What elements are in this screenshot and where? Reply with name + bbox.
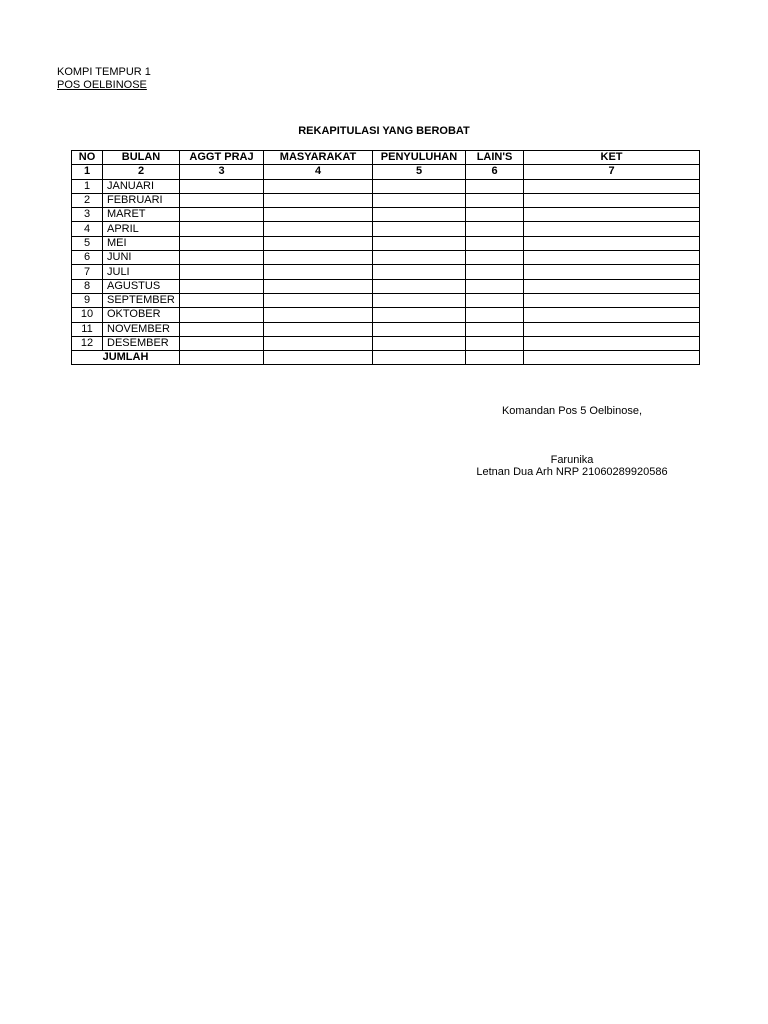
- table-cell: [466, 208, 524, 222]
- table-cell: [524, 251, 700, 265]
- table-cell: [373, 308, 466, 322]
- table-cell: [524, 208, 700, 222]
- column-number: 4: [264, 165, 373, 179]
- row-month: JULI: [103, 265, 180, 279]
- table-cell: [264, 251, 373, 265]
- table-row: [72, 222, 700, 236]
- table-cell: [524, 193, 700, 207]
- signature-title: Komandan Pos 5 Oelbinose,: [501, 405, 643, 417]
- table-cell: [264, 351, 373, 365]
- column-header-month: BULAN: [103, 151, 180, 165]
- document-header: [57, 66, 151, 92]
- table-cell: [264, 193, 373, 207]
- row-number: 6: [72, 251, 103, 265]
- table-cell: [373, 222, 466, 236]
- table-cell: [264, 279, 373, 293]
- column-header-notes: KET: [524, 151, 700, 165]
- table-cell: [264, 308, 373, 322]
- table-cell: [373, 322, 466, 336]
- row-month: JUNI: [103, 251, 180, 265]
- column-header-others: LAIN'S: [466, 151, 524, 165]
- row-month: JANUARI: [103, 179, 180, 193]
- table-cell: [466, 179, 524, 193]
- table-cell: [373, 279, 466, 293]
- table-cell: [524, 293, 700, 307]
- row-month: MARET: [103, 208, 180, 222]
- table-cell: [264, 293, 373, 307]
- table-cell: [466, 351, 524, 365]
- row-month: OKTOBER: [103, 308, 180, 322]
- table-cell: [264, 208, 373, 222]
- column-number: 3: [180, 165, 264, 179]
- column-header-community: MASYARAKAT: [264, 151, 373, 165]
- table-cell: [180, 308, 264, 322]
- row-month: MEI: [103, 236, 180, 250]
- row-number: 10: [72, 308, 103, 322]
- table-cell: [180, 193, 264, 207]
- row-number: 9: [72, 293, 103, 307]
- table-cell: [180, 236, 264, 250]
- table-cell: [524, 279, 700, 293]
- row-number: 5: [72, 236, 103, 250]
- table-header-row: [72, 151, 700, 165]
- row-month: FEBRUARI: [103, 193, 180, 207]
- row-number: 11: [72, 322, 103, 336]
- table-cell: [180, 279, 264, 293]
- row-month: SEPTEMBER: [103, 293, 180, 307]
- column-header-counseling: PENYULUHAN: [373, 151, 466, 165]
- table-cell: [180, 336, 264, 350]
- table-cell: [180, 208, 264, 222]
- table-cell: [180, 322, 264, 336]
- table-cell: [373, 265, 466, 279]
- table-cell: [524, 222, 700, 236]
- row-month: APRIL: [103, 222, 180, 236]
- table-cell: [524, 265, 700, 279]
- table-row: [72, 265, 700, 279]
- row-number: 4: [72, 222, 103, 236]
- table-row: [72, 236, 700, 250]
- table-cell: [264, 322, 373, 336]
- row-number: 12: [72, 336, 103, 350]
- row-month: NOVEMBER: [103, 322, 180, 336]
- recap-table: [71, 150, 700, 365]
- table-cell: [524, 308, 700, 322]
- post-name: POS OELBINOSE: [57, 79, 147, 91]
- table-total-row: [72, 351, 700, 365]
- table-cell: [180, 222, 264, 236]
- column-number-row: [72, 165, 700, 179]
- signature-name: Farunika: [550, 454, 594, 466]
- table-cell: [524, 351, 700, 365]
- table-cell: [180, 265, 264, 279]
- table-row: [72, 293, 700, 307]
- signature-rank: Letnan Dua Arh NRP 21060289920586: [476, 466, 668, 478]
- table-cell: [524, 236, 700, 250]
- table-cell: [466, 293, 524, 307]
- table-row: [72, 251, 700, 265]
- table-cell: [373, 351, 466, 365]
- table-cell: [466, 279, 524, 293]
- table-cell: [264, 222, 373, 236]
- table-cell: [264, 336, 373, 350]
- document-title: REKAPITULASI YANG BEROBAT: [298, 125, 470, 137]
- table-cell: [466, 236, 524, 250]
- table-cell: [180, 251, 264, 265]
- table-cell: [373, 208, 466, 222]
- column-number: 7: [524, 165, 700, 179]
- table-row: [72, 308, 700, 322]
- column-header-soldiers: AGGT PRAJ: [180, 151, 264, 165]
- table-cell: [264, 179, 373, 193]
- table-cell: [373, 193, 466, 207]
- row-number: 8: [72, 279, 103, 293]
- table-row: [72, 208, 700, 222]
- row-number: 1: [72, 179, 103, 193]
- table-cell: [466, 251, 524, 265]
- table-cell: [524, 336, 700, 350]
- table-cell: [373, 236, 466, 250]
- table-cell: [180, 179, 264, 193]
- table-row: [72, 179, 700, 193]
- table-cell: [373, 336, 466, 350]
- table-cell: [524, 322, 700, 336]
- table-cell: [180, 293, 264, 307]
- table-cell: [264, 265, 373, 279]
- row-number: 2: [72, 193, 103, 207]
- table-cell: [466, 336, 524, 350]
- row-number: 3: [72, 208, 103, 222]
- column-number: 5: [373, 165, 466, 179]
- column-header-no: NO: [72, 151, 103, 165]
- table-cell: [466, 308, 524, 322]
- row-month: AGUSTUS: [103, 279, 180, 293]
- column-number: 2: [103, 165, 180, 179]
- total-label: JUMLAH: [72, 351, 180, 365]
- table-cell: [466, 193, 524, 207]
- table-row: [72, 279, 700, 293]
- table-cell: [180, 351, 264, 365]
- row-month: DESEMBER: [103, 336, 180, 350]
- table-cell: [466, 222, 524, 236]
- table-row: [72, 322, 700, 336]
- table-cell: [373, 251, 466, 265]
- table-cell: [524, 179, 700, 193]
- table-cell: [466, 322, 524, 336]
- table-row: [72, 193, 700, 207]
- table-row: [72, 336, 700, 350]
- table-cell: [373, 293, 466, 307]
- table-cell: [264, 236, 373, 250]
- table-cell: [373, 179, 466, 193]
- row-number: 7: [72, 265, 103, 279]
- table-cell: [466, 265, 524, 279]
- unit-name: KOMPI TEMPUR 1: [57, 66, 151, 78]
- column-number: 6: [466, 165, 524, 179]
- column-number: 1: [72, 165, 103, 179]
